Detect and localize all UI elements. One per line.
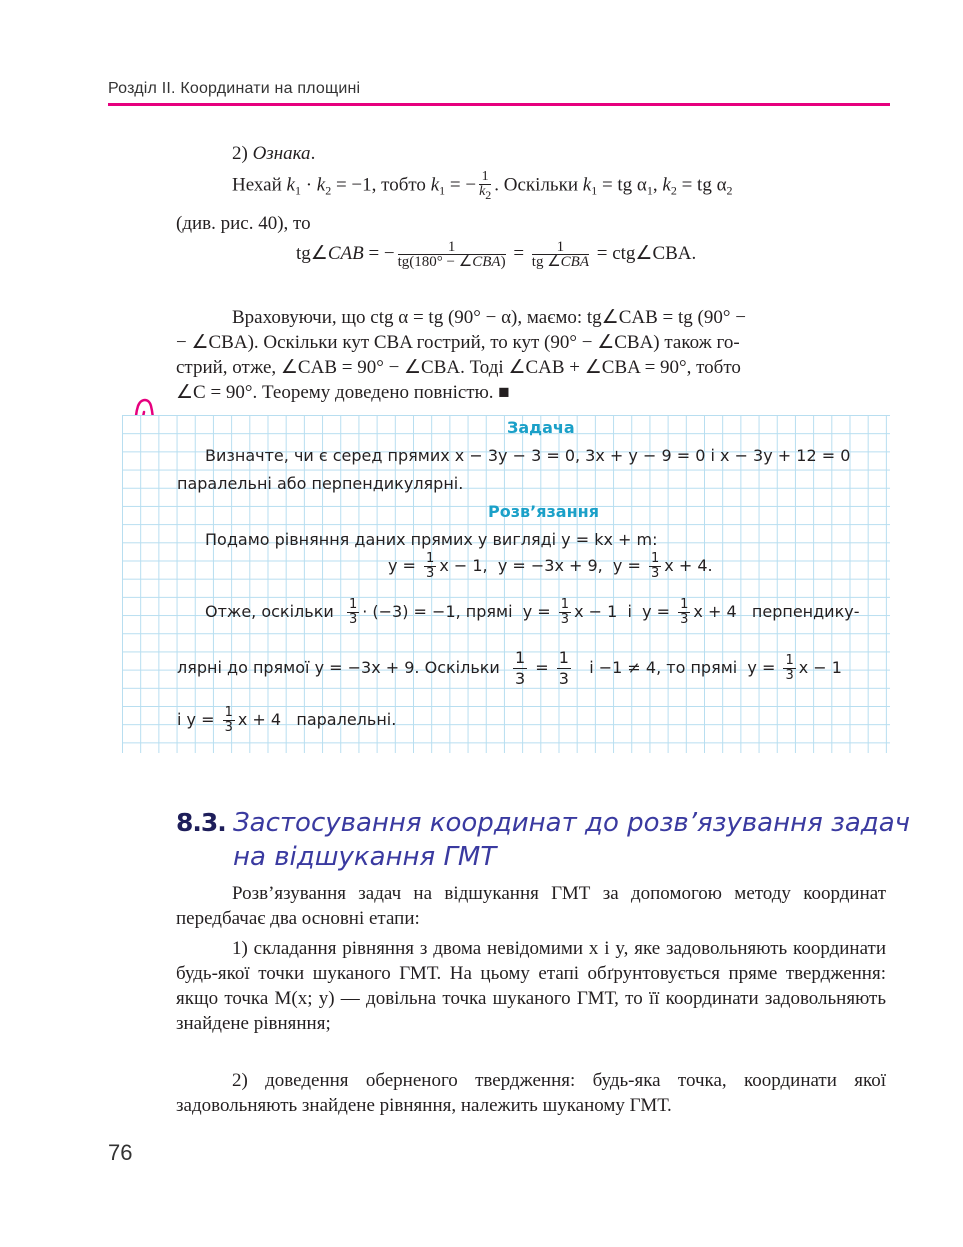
proof-formula: tg∠CAB = − $\frac{1}{\text{tg(180° − ∠CBA)}}$ = $\frac{1}{\text{tg ∠CBA}}$ = ctg∠CBA. <box>296 239 697 270</box>
task-text-line-1: Визначте, чи є серед прямих x − 3y − 3 = 0, 3x + y − 9 = 0 і x − 3y + 12 = 0 <box>205 446 851 465</box>
solution-title: Розв’язання <box>488 502 599 521</box>
header-title: Розділ ІІ. Координати на площині <box>108 80 361 97</box>
section-number: 8.3. <box>176 808 226 837</box>
task-text-line-2: паралельні або перпендикулярні. <box>177 474 464 493</box>
task-title: Задача <box>507 418 575 437</box>
solution-equations: y = $\frac{1}{3}$ x − 1, y = −3x + 9, y = $\frac{1}{3}$ x + 4. <box>388 551 713 581</box>
proof-paragraph-line-4: ∠C = 90°. Теорему доведено повністю. ■ <box>176 382 510 403</box>
section-paragraph-2: 1) складання рівняння з двома невідомими x і y, яке задовольняють координати будь-якої точки шуканого ГМТ. На цьому етапі обґрунтовується пряме твердження: якщо точка M(x; y) — довільна точка шуканого ГМТ, то її координати задовольняють знайдене рівняння; <box>176 938 886 1034</box>
proof-paragraph-line-2: − ∠CBA). Оскільки кут CBA гострий, то кут (90° − ∠CBA) також го- <box>176 332 740 353</box>
page-number: 76 <box>108 1140 133 1165</box>
proof-item-heading: 2) Ознака. <box>232 143 316 164</box>
proof-line-2: (див. рис. 40), то <box>176 213 311 234</box>
solution-line-4: лярні до прямої y = −3x + 9. Оскільки $\frac{1}{3}$ = $\frac{1}{3}$ і −1 ≠ 4, то прямі y = $\frac{1}{3}$ x − 1 <box>177 648 842 688</box>
solution-line-5: і y = $\frac{1}{3}$ x + 4 паралельні. <box>177 705 397 735</box>
running-header <box>108 78 890 106</box>
proof-line-1: Нехай $k_1 \cdot k_2 = -1$, тобто $k_1$ = − $\frac{1}{k2}$ . Оскільки $k_1$ = tg $\alpha_1$, $k_2$ = tg $\alpha_2$ <box>232 169 733 202</box>
section-title: Застосування координат до розв’язування задач на відшукання ГМТ <box>233 808 911 872</box>
solution-line-3: Отже, оскільки $\frac{1}{3}$ · (−3) = −1, прямі y = $\frac{1}{3}$ x − 1 і y = $\frac{1}{3}$ x + 4 перпендику- <box>205 597 860 627</box>
section-paragraph-3: 2) доведення оберненого твердження: будь-яка точка, координати якої задовольняють знайдене рівняння, належить шуканому ГМТ. <box>176 1070 886 1116</box>
section-paragraph-1: Розв’язування задач на відшукання ГМТ за допомогою методу координат передбачає два основні етапи: <box>176 883 886 929</box>
solution-line-1: Подамо рівняння даних прямих у вигляді y = kx + m: <box>205 530 658 549</box>
proof-paragraph-line-3: стрий, отже, ∠CAB = 90° − ∠CBA. Тоді ∠CAB + ∠CBA = 90°, тобто <box>176 357 741 378</box>
proof-paragraph-line-1: Враховуючи, що ctg α = tg (90° − α), маємо: tg∠CAB = tg (90° − <box>232 307 746 328</box>
